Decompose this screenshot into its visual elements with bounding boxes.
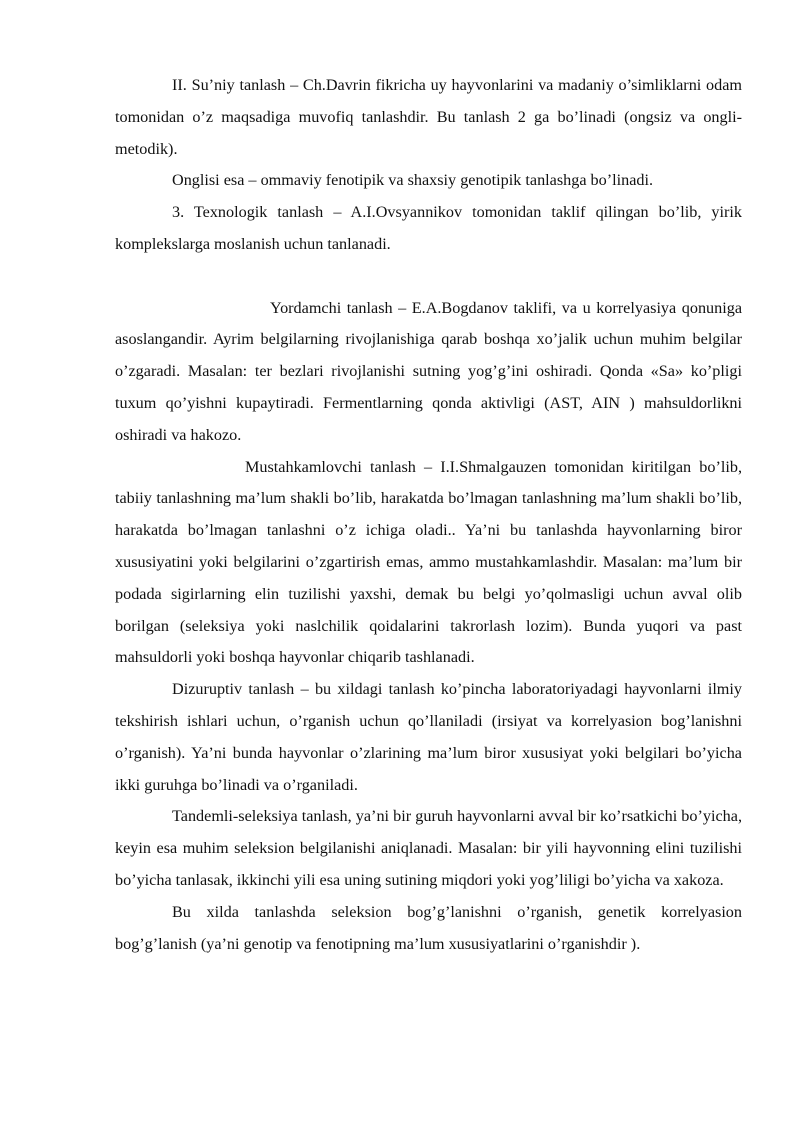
paragraph-auxiliary-selection: Yordamchi tanlash – E.A.Bogdanov taklifi, va u korrelyasiya qonuniga asoslangandir. Ayrim belgilarning rivojlanishiga qarab boshqa xo’jalik uchun muhim belgilar o’zgaradi. Masalan: ter bezlari rivojlanishi sutning yog’g’ini oshiradi. Qonda «Sa» ko’pligi tuxum qo’yishni kupaytiradi. Fermentlarning qonda aktivligi (AST, AIN ) mahsuldorlikni oshiradi va hakozo.	[115, 298, 742, 444]
paragraph-genetic-correlation: Bu xilda tanlashda seleksion bog’g’lanishni o’rganish, genetik korrelyasion bog’g’lanish (ya’ni genotip va fenotipning ma’lum xususiyatlarini o’rganishdir ).	[115, 902, 742, 953]
paragraph-technological-selection: 3. Texnologik tanlash – A.I.Ovsyannikov tomonidan taklif qilingan bo’lib, yirik komplekslarga moslanish uchun tanlanadi.	[115, 203, 742, 253]
paragraph-stabilizing-selection: Mustahkamlovchi tanlash – I.I.Shmalgauzen tomonidan kiritilgan bo’lib, tabiiy tanlashning ma’lum shakli bo’lib, harakatda bo’lmagan tanlashning ma’lum shakli bo’lib, harakatda bo’lmagan tanlashni o’z ichiga oladi.. Ya’ni bu tanlashda hayvonlarning biror xususiyatini yoki belgilarini o’zgartirish emas, ammo mustahkamlashdir. Masalan: ma’lum bir podada sigirlarning elin tuzilishi yaxshi, demak bu belgi yo’qolmasligi uchun avval olib borilgan (seleksiya yoki naslchilik qoidalarini takrorlash lozim). Bunda yuqori va past mahsuldorli yoki boshqa hayvonlar chiqarib tashlanadi.	[115, 457, 742, 667]
document-page	[115, 70, 742, 960]
paragraph-disruptive-selection: Dizuruptiv tanlash – bu xildagi tanlash ko’pincha laboratoriyadagi hayvonlarni ilmiy tekshirish ishlari uchun, o’rganish uchun qo’llaniladi (irsiyat va korrelyasion bog’lanishni o’rganish). Ya’ni bunda hayvonlar o’zlarining ma’lum biror xususiyat yoki belgilari bo’yicha ikki guruhga bo’linadi va o’rganiladi.	[115, 680, 742, 794]
paragraph-artificial-selection: II. Su’niy tanlash – Ch.Davrin fikricha uy hayvonlarini va madaniy o’simliklarni odam tomonidan o’z maqsadiga muvofiq tanlashdir. Bu tanlash 2 ga bo’linadi (ongsiz va ongli-metodik).	[115, 76, 742, 158]
paragraph-conscious-selection: Onglisi esa – ommaviy fenotipik va shaxsiy genotipik tanlashga bo’linadi.	[172, 171, 654, 190]
paragraph-gap	[115, 261, 742, 293]
paragraph-tandem-selection: Tandemli-seleksiya tanlash, ya’ni bir guruh hayvonlarni avval bir ko’rsatkichi bo’yicha, keyin esa muhim seleksion belgilanishi aniqlanadi. Masalan: bir yili hayvonning elini tuzilishi bo’yicha tanlasak, ikkinchi yili esa uning sutining miqdori yoki yog’liligi bo’yicha va xakoza.	[115, 807, 742, 889]
